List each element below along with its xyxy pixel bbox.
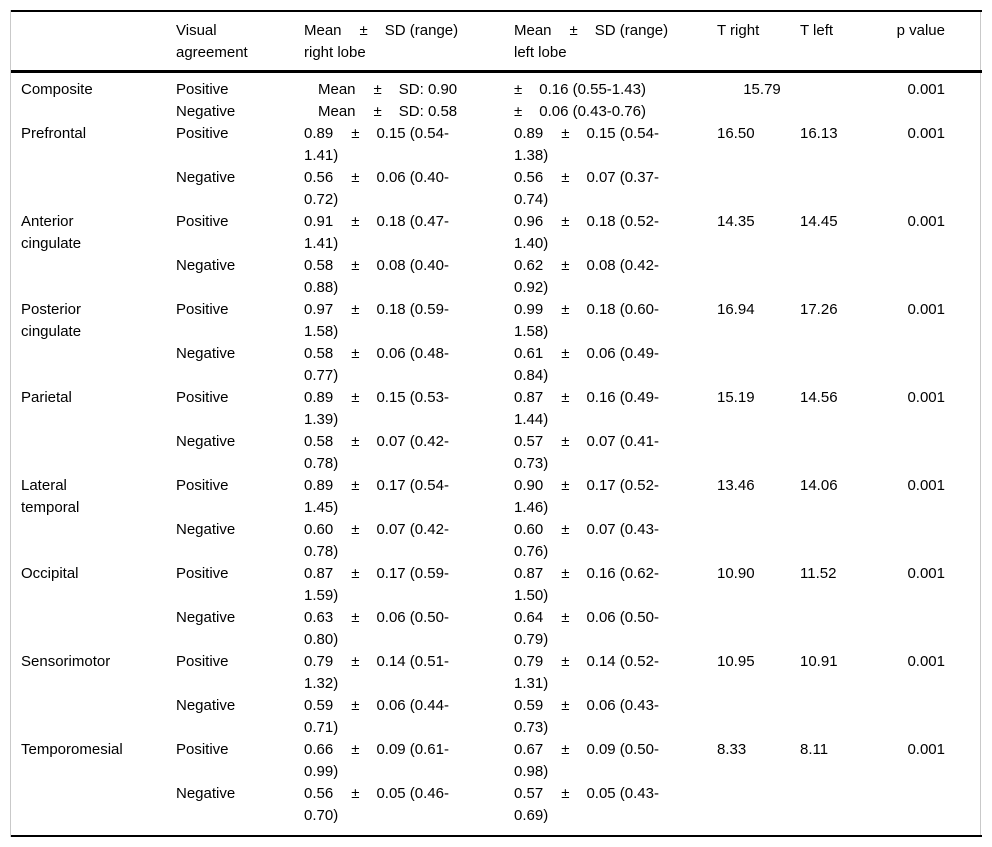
t-right-value: 10.90 [717,565,755,582]
right-lobe-value: 0.59 ± 0.06 (0.44-0.71) [304,697,449,736]
results-table [11,10,982,837]
sd-range-label: SD (range) [384,22,459,39]
composite-mean-sd-right: Mean ± SD: 0.90 [318,81,458,98]
p-value [889,519,982,563]
t-left-value: 16.13 [800,125,838,142]
plus-minus-symbol: ± [351,565,360,582]
region-name: Occipital [21,565,79,582]
table-body [11,72,982,837]
t-left-value [800,431,889,475]
agreement-label: Positive [176,213,229,230]
agreement-label: Negative [176,785,236,802]
plus-minus-symbol: ± [561,389,570,406]
left-lobe-value: 0.96 ± 0.18 (0.52-1.40) [514,213,659,252]
t-left-value [800,255,889,299]
right-lobe-value: 0.89 ± 0.17 (0.54-1.45) [304,477,449,516]
t-left-value [800,343,889,387]
plus-minus-symbol: ± [561,301,570,318]
p-value [889,695,982,739]
left-lobe-value: 0.89 ± 0.15 (0.54-1.38) [514,125,659,164]
t-right-value: 16.94 [717,301,755,318]
p-value [889,343,982,387]
p-value: 0.001 [907,125,945,142]
t-left-value: 8.11 [800,741,829,758]
t-left-value [800,695,889,739]
column-header-right-lobe [304,11,514,72]
plus-minus-symbol: ± [561,521,570,538]
agreement-label: Negative [176,609,236,626]
t-left-value: 14.06 [800,477,838,494]
table-row-positive [11,651,982,695]
plus-minus-symbol: ± [561,257,570,274]
table-row-positive [11,299,982,343]
agreement-label: Positive [176,301,229,318]
plus-minus-symbol: ± [351,697,360,714]
region-name: Parietal [21,389,72,406]
plus-minus-symbol: ± [351,257,360,274]
table-row-positive [11,387,982,431]
t-right-value [717,607,800,651]
t-right-value: 10.95 [717,653,755,670]
p-value [889,167,982,211]
agreement-label: Negative [176,103,236,120]
t-right-value: 8.33 [717,741,747,758]
left-lobe-value: 0.87 ± 0.16 (0.62-1.50) [514,565,659,604]
t-right-value: 13.46 [717,477,755,494]
column-header-visual-agreement: Visual agreement [176,11,304,72]
right-lobe-value: 0.58 ± 0.06 (0.48-0.77) [304,345,449,384]
agreement-label: Negative [176,345,236,362]
t-left-value: 11.52 [800,565,837,582]
t-left-value: 17.26 [800,301,838,318]
agreement-label: Negative [176,697,236,714]
agreement-label: Positive [176,653,229,670]
t-right-value: 14.35 [717,213,755,230]
p-value: 0.001 [907,301,945,318]
plus-minus-symbol: ± [561,565,570,582]
agreement-label: Positive [176,565,229,582]
region-name: Composite [21,81,93,98]
region-column-header [11,11,176,72]
table-bottom-spacer [11,827,982,836]
left-lobe-value: 0.90 ± 0.17 (0.52-1.46) [514,477,659,516]
p-value: 0.001 [907,653,945,670]
t-right-value [717,167,800,211]
right-lobe-value: 0.63 ± 0.06 (0.50-0.80) [304,609,449,648]
p-value: 0.001 [907,477,945,494]
table-header [11,11,982,72]
plus-minus-symbol: ± [351,477,360,494]
plus-minus-symbol: ± [569,22,578,39]
plus-minus-symbol: ± [561,433,570,450]
agreement-label: Negative [176,433,236,450]
table-row-positive [11,739,982,783]
left-lobe-value: 0.60 ± 0.07 (0.43-0.76) [514,521,659,560]
table-row-positive [11,563,982,607]
agreement-label: Positive [176,477,229,494]
plus-minus-symbol: ± [373,103,382,120]
plus-minus-symbol: ± [561,785,570,802]
agreement-label: Negative [176,257,236,274]
plus-minus-symbol: ± [561,477,570,494]
right-lobe-value: 0.91 ± 0.18 (0.47-1.41) [304,213,449,252]
left-lobe-value: 0.79 ± 0.14 (0.52-1.31) [514,653,659,692]
plus-minus-symbol: ± [351,345,360,362]
right-lobe-value: 0.89 ± 0.15 (0.54-1.41) [304,125,449,164]
plus-minus-symbol: ± [351,433,360,450]
plus-minus-symbol: ± [351,125,360,142]
right-lobe-value: 0.66 ± 0.09 (0.61-0.99) [304,741,449,780]
p-value [889,255,982,299]
plus-minus-symbol: ± [561,213,570,230]
left-lobe-value: 0.99 ± 0.18 (0.60-1.58) [514,301,659,340]
right-lobe-value: 0.56 ± 0.05 (0.46-0.70) [304,785,449,824]
t-right-value: 15.19 [717,389,755,406]
right-lobe-label: right lobe [304,44,366,61]
plus-minus-symbol: ± [351,301,360,318]
column-header-t-left: T left [800,11,889,72]
plus-minus-symbol: ± [561,125,570,142]
right-lobe-value: 0.56 ± 0.06 (0.40-0.72) [304,169,449,208]
left-lobe-value: 0.62 ± 0.08 (0.42-0.92) [514,257,659,296]
table-row-positive [11,211,982,255]
p-value: 0.001 [907,741,945,758]
column-header-p-value: p value [889,11,982,72]
t-right-value [717,255,800,299]
region-name: Anterior cingulate [21,213,82,252]
table-row-composite-positive [11,72,982,102]
column-header-left-lobe [514,11,717,72]
t-left-value [800,167,889,211]
t-value: 15.79 [743,81,781,98]
p-value: 0.001 [907,81,945,98]
plus-minus-symbol: ± [351,609,360,626]
plus-minus-symbol: ± [514,103,523,120]
plus-minus-symbol: ± [561,741,570,758]
left-lobe-value: 0.87 ± 0.16 (0.49-1.44) [514,389,659,428]
plus-minus-symbol: ± [351,169,360,186]
sd-range-label: SD (range) [594,22,669,39]
t-right-value [717,695,800,739]
header-row [11,11,982,72]
left-lobe-value: 0.56 ± 0.07 (0.37-0.74) [514,169,659,208]
t-left-value [800,607,889,651]
left-lobe-value: 0.57 ± 0.05 (0.43-0.69) [514,785,659,824]
region-name: Prefrontal [21,125,87,142]
region-name: Sensorimotor [21,653,111,670]
table-container [10,10,981,837]
t-left-value [800,519,889,563]
agreement-label: Positive [176,741,229,758]
p-value [889,783,982,827]
left-lobe-value: 0.57 ± 0.07 (0.41-0.73) [514,433,659,472]
agreement-label: Positive [176,81,229,98]
right-lobe-value: 0.58 ± 0.08 (0.40-0.88) [304,257,449,296]
right-lobe-value: 0.89 ± 0.15 (0.53-1.39) [304,389,449,428]
agreement-label: Negative [176,521,236,538]
left-lobe-value: 0.67 ± 0.09 (0.50-0.98) [514,741,659,780]
right-lobe-value: 0.60 ± 0.07 (0.42-0.78) [304,521,449,560]
right-lobe-value: 0.87 ± 0.17 (0.59-1.59) [304,565,449,604]
t-right-value [717,783,800,827]
table-row-positive [11,123,982,167]
plus-minus-symbol: ± [351,521,360,538]
agreement-label: Positive [176,125,229,142]
column-header-t-right: T right [717,11,800,72]
t-left-value [800,783,889,827]
composite-mean-sd-right: Mean ± SD: 0.58 [318,103,458,120]
composite-mean-sd-left: ± 0.06 (0.43-0.76) [514,103,646,120]
plus-minus-symbol: ± [514,81,523,98]
plus-minus-symbol: ± [351,213,360,230]
t-left-value: 10.91 [800,653,838,670]
right-lobe-value: 0.97 ± 0.18 (0.59-1.58) [304,301,449,340]
plus-minus-symbol: ± [561,653,570,670]
t-right-value [717,431,800,475]
plus-minus-symbol: ± [351,389,360,406]
right-lobe-value: 0.79 ± 0.14 (0.51-1.32) [304,653,449,692]
region-name: Posterior cingulate [21,301,82,340]
plus-minus-symbol: ± [359,22,368,39]
plus-minus-symbol: ± [351,653,360,670]
left-lobe-value: 0.59 ± 0.06 (0.43-0.73) [514,697,659,736]
mean-label: Mean [304,22,342,39]
region-name: Lateral temporal [21,477,80,516]
agreement-label: Negative [176,169,236,186]
p-value: 0.001 [907,389,945,406]
t-right-value: 16.50 [717,125,755,142]
plus-minus-symbol: ± [561,169,570,186]
t-right-value [717,519,800,563]
composite-mean-sd-left: ± 0.16 (0.55-1.43) [514,81,646,98]
p-value: 0.001 [907,213,945,230]
plus-minus-symbol: ± [351,785,360,802]
t-left-value: 14.56 [800,389,838,406]
mean-label: Mean [514,22,552,39]
t-value [717,101,889,123]
plus-minus-symbol: ± [561,609,570,626]
table-row-positive [11,475,982,519]
p-value [889,607,982,651]
plus-minus-symbol: ± [373,81,382,98]
left-lobe-value: 0.61 ± 0.06 (0.49-0.84) [514,345,659,384]
p-value: 0.001 [907,565,945,582]
left-lobe-label: left lobe [514,44,567,61]
plus-minus-symbol: ± [561,697,570,714]
t-right-value [717,343,800,387]
plus-minus-symbol: ± [351,741,360,758]
agreement-label: Positive [176,389,229,406]
left-lobe-value: 0.64 ± 0.06 (0.50-0.79) [514,609,659,648]
p-value [889,431,982,475]
region-name: Temporomesial [21,741,123,758]
p-value [889,101,982,123]
plus-minus-symbol: ± [561,345,570,362]
t-left-value: 14.45 [800,213,838,230]
right-lobe-value: 0.58 ± 0.07 (0.42-0.78) [304,433,449,472]
